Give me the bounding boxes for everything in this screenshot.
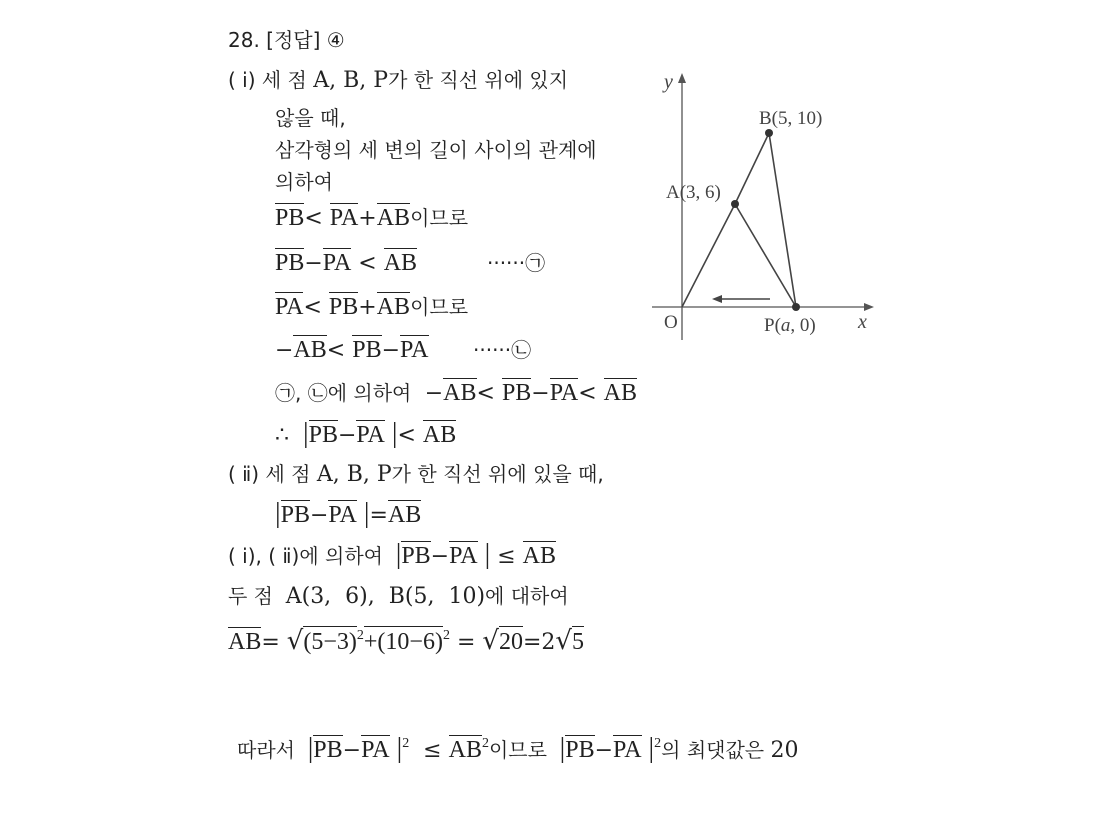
text-run: ······㉠: [417, 251, 546, 275]
text-run: ≤: [409, 738, 449, 763]
text-run: A, B, P: [313, 68, 389, 93]
solution-line: [228, 582, 569, 611]
segment-overline: AB: [522, 543, 556, 569]
text-run: −: [531, 381, 550, 406]
text-run: −: [594, 738, 614, 763]
text-run: =: [369, 503, 388, 528]
segment-overline: PA: [356, 422, 385, 448]
text-run: 따라서: [237, 738, 308, 762]
text-run: 삼각형의 세 변의 길이 사이의 관계에: [275, 138, 597, 162]
solution-line: [228, 541, 556, 571]
solution-line: [275, 204, 468, 233]
text-run: 28. [정답] ④: [228, 28, 345, 52]
text-run: ㉠, ㉡에 의하여: [275, 381, 418, 405]
segment-overline: AB: [293, 337, 327, 363]
y-axis-label: y: [664, 71, 673, 93]
text-run: 이므로: [410, 206, 469, 230]
point-a: [731, 200, 739, 208]
text-run: ≤: [490, 544, 523, 569]
solution-line: [275, 420, 456, 450]
segment-overline: PA: [400, 337, 429, 363]
solution-line: [275, 249, 545, 278]
text-run: 이므로: [410, 295, 469, 319]
triangle-lines: [682, 133, 796, 307]
x-axis-label: x: [858, 311, 867, 333]
y-axis-arrow-icon: [678, 73, 686, 83]
x-axis-arrow-icon: [864, 303, 874, 311]
absolute-bar: |: [641, 733, 655, 764]
segment-overline: AB: [376, 205, 411, 231]
segment-overline: AB: [443, 380, 477, 406]
segment-overline: PB: [313, 737, 343, 763]
sqrt-icon: √: [555, 626, 572, 656]
text-run: −: [337, 423, 357, 448]
segment-overline: PA: [549, 380, 579, 406]
text-run: 20: [770, 738, 799, 763]
solution-line: [275, 336, 531, 365]
solution-line: [275, 136, 597, 164]
segment-overline: PB: [275, 250, 305, 276]
segment-overline: PB: [275, 205, 305, 231]
text-run: +(10−6): [364, 626, 443, 655]
text-run: A, B, P: [316, 462, 392, 487]
segment-overline: PB: [501, 380, 532, 406]
text-run: =2: [522, 630, 556, 655]
solution-line: [275, 168, 333, 196]
point-p-label: P(a, 0): [764, 315, 816, 336]
text-run: <: [326, 338, 353, 363]
text-run: −: [417, 381, 444, 406]
segment-overline: PA: [275, 294, 304, 320]
text-run: <: [397, 423, 423, 448]
text-run: <: [351, 251, 384, 276]
point-a-label: A(3, 6): [666, 182, 721, 203]
segment-overline: AB: [448, 737, 482, 763]
text-run: =: [261, 630, 287, 655]
point-b-label: B(5, 10): [759, 108, 823, 129]
segment-overline: PB: [280, 502, 310, 528]
text-run: <: [303, 295, 329, 320]
text-run: 의하여: [275, 170, 333, 194]
text-run: 이므로: [488, 738, 560, 762]
text-run: −: [342, 738, 362, 763]
text-run: ( ⅱ) 세 점: [228, 462, 317, 486]
text-run: −: [304, 251, 323, 276]
segment-overline: PA: [329, 205, 359, 231]
point-b: [765, 129, 773, 137]
text-run: ∴: [275, 423, 303, 448]
movement-arrow-head-icon: [712, 295, 722, 303]
solution-line: [228, 460, 604, 489]
absolute-bar: |: [389, 733, 403, 764]
absolute-bar: |: [559, 733, 566, 764]
absolute-bar: |: [302, 418, 309, 449]
solution-line: [228, 26, 345, 54]
superscript: 2: [402, 736, 410, 751]
segment-overline: PA: [613, 737, 642, 763]
superscript: 2: [356, 628, 364, 643]
text-run: −: [381, 338, 401, 363]
segment-overline: PA: [322, 250, 352, 276]
text-run: 의 최댓값은: [661, 738, 771, 762]
segment-overline: AB: [387, 502, 422, 528]
text-run: ( ⅰ), ( ⅱ)에 의하여: [228, 544, 396, 568]
superscript: 2: [481, 736, 489, 751]
sqrt-icon: √: [482, 626, 499, 656]
text-run: A(3, 6), B(5, 10): [285, 584, 486, 609]
solution-line: [275, 379, 637, 408]
segment-overline: PB: [352, 337, 382, 363]
text-run: 20: [499, 626, 523, 655]
segment-overline: PA: [449, 543, 478, 569]
solution-line: [275, 500, 421, 530]
solution-line: [275, 104, 346, 132]
segment-overline: PA: [328, 502, 357, 528]
solution-line: [237, 730, 798, 765]
segment-overline: PB: [565, 737, 595, 763]
text-run: <: [304, 206, 330, 231]
point-p: [792, 303, 800, 311]
text-run: ······㉡: [428, 338, 532, 362]
solution-line: [275, 293, 468, 322]
text-run: <: [578, 381, 604, 406]
absolute-bar: |: [356, 498, 370, 529]
sqrt-icon: √: [286, 626, 304, 656]
absolute-bar: |: [384, 418, 398, 449]
origin-label: O: [664, 312, 678, 333]
text-run: <: [476, 381, 502, 406]
absolute-bar: |: [307, 733, 314, 764]
text-run: −: [430, 544, 450, 569]
absolute-bar: |: [275, 498, 281, 529]
text-run: (5−3): [303, 626, 357, 655]
segment-overline: AB: [228, 629, 262, 655]
text-run: +: [358, 206, 377, 231]
superscript: 2: [654, 736, 662, 751]
superscript: 2: [442, 628, 450, 643]
absolute-bar: |: [477, 539, 491, 570]
segment-overline: PA: [361, 737, 390, 763]
text-run: 않을 때,: [275, 106, 346, 130]
segment-overline: AB: [603, 380, 637, 406]
segment-overline: PB: [401, 543, 431, 569]
text-run: 두 점: [228, 584, 286, 608]
segment-overline: PB: [308, 422, 338, 448]
text-run: 가 한 직선 위에 있지: [388, 68, 569, 92]
text-run: ( ⅰ) 세 점: [228, 68, 314, 92]
text-run: +: [358, 295, 377, 320]
solution-line: [228, 66, 568, 95]
absolute-bar: |: [395, 539, 402, 570]
text-run: 5: [572, 626, 584, 655]
text-run: 가 한 직선 위에 있을 때,: [391, 462, 604, 486]
text-run: 에 대하여: [485, 584, 569, 608]
text-run: −: [275, 338, 294, 363]
segment-overline: AB: [422, 422, 457, 448]
solution-line: [228, 622, 584, 657]
text-run: =: [449, 630, 483, 655]
text-run: −: [309, 503, 329, 528]
segment-overline: PB: [328, 294, 359, 320]
segment-overline: AB: [383, 250, 418, 276]
segment-overline: AB: [376, 294, 411, 320]
